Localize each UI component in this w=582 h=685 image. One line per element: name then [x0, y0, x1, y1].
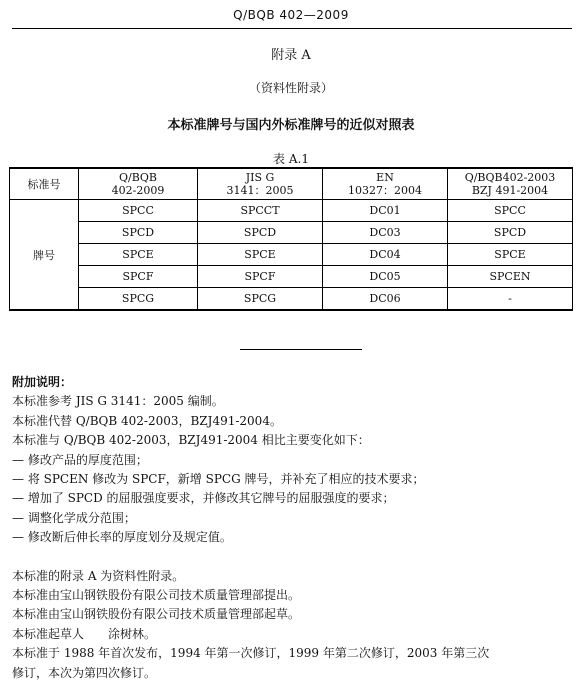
- header-line2: 402-2009: [111, 184, 165, 197]
- standard-code: Q/BQB 402—2009: [233, 8, 349, 22]
- table-cell: DC03: [323, 222, 448, 244]
- table-cell: -: [448, 288, 573, 311]
- header-line2: 3141：2005: [226, 184, 294, 197]
- header-rule: [12, 28, 572, 29]
- note-line: 修订，本次为第四次修订。: [12, 665, 157, 680]
- note-line: 本标准代替 Q/BQB 402-2003，BZJ491-2004。: [12, 413, 282, 428]
- table-cell: SPCF: [79, 266, 198, 288]
- table-cell: SPCD: [79, 222, 198, 244]
- table-cell: SPCC: [448, 200, 573, 222]
- section-divider: [240, 349, 362, 350]
- header-cell-qbqb-2009: [79, 168, 198, 200]
- table-cell: SPCEN: [448, 266, 573, 288]
- table-cell: SPCC: [79, 200, 198, 222]
- table-cell: DC06: [323, 288, 448, 311]
- header-label: 标准号: [27, 177, 61, 191]
- table-cell: SPCG: [79, 288, 198, 311]
- table-cell: DC01: [323, 200, 448, 222]
- table-cell: SPCE: [448, 244, 573, 266]
- notes-heading: 附加说明：: [12, 375, 73, 389]
- table-cell: SPCCT: [198, 200, 323, 222]
- table-cell: DC04: [323, 244, 448, 266]
- note-line: — 将 SPCEN 修改为 SPCF，新增 SPCG 牌号，并补充了相应的技术要求；: [12, 472, 425, 487]
- note-line: 本标准由宝山钢铁股份有限公司技术质量管理部提出。: [12, 588, 301, 603]
- header-cell-en: [323, 168, 448, 200]
- note-line: — 修改断后伸长率的厚度划分及规定值。: [12, 530, 232, 545]
- document-title: 本标准牌号与国内外标准牌号的近似对照表: [167, 118, 415, 133]
- table-header-row: [10, 168, 573, 200]
- additional-notes: [12, 373, 574, 683]
- table-cell: SPCD: [448, 222, 573, 244]
- table-row: [10, 222, 573, 244]
- row-label: 牌号: [33, 248, 55, 262]
- note-line: 本标准参考 JIS G 3141：2005 编制。: [12, 394, 224, 409]
- appendix-type: （资料性附录）: [248, 81, 333, 95]
- table-row: [10, 200, 573, 222]
- note-line: — 增加了 SPCD 的屈服强度要求，并修改其它牌号的屈服强度的要求；: [12, 491, 395, 506]
- grade-comparison-table: [9, 167, 573, 311]
- table-cell: SPCD: [198, 222, 323, 244]
- appendix-title: 附录 A: [271, 48, 311, 63]
- table-cell: SPCF: [198, 266, 323, 288]
- table-cell: DC05: [323, 266, 448, 288]
- note-line: 本标准起草人 涂树林。: [12, 626, 157, 641]
- paragraph-gap: [12, 548, 574, 567]
- note-line: 本标准与 Q/BQB 402-2003，BZJ491-2004 相比主要变化如下：: [12, 433, 370, 448]
- table-row: [10, 288, 573, 311]
- header-line1: Q/BQB: [119, 171, 157, 184]
- note-line: — 修改产品的厚度范围；: [12, 452, 148, 467]
- header-cell-jis: [198, 168, 323, 200]
- row-label-cell: [10, 200, 79, 311]
- table-cell: SPCE: [79, 244, 198, 266]
- note-line: 本标准的附录 A 为资料性附录。: [12, 568, 185, 583]
- table-row: [10, 244, 573, 266]
- header-line2: BZJ 491-2004: [471, 184, 549, 197]
- note-line: 本标准于 1988 年首次发布，1994 年第一次修订，1999 年第二次修订，2003 年第三次: [12, 646, 490, 661]
- header-cell-qbqb-2003: [448, 168, 573, 200]
- table-cell: SPCE: [198, 244, 323, 266]
- header-cell-standard: [10, 168, 79, 200]
- table-cell: SPCG: [198, 288, 323, 311]
- header-line2: 10327：2004: [348, 184, 422, 197]
- note-line: — 调整化学成分范围；: [12, 510, 136, 525]
- header-line1: Q/BQB402-2003: [464, 171, 556, 184]
- note-line: 本标准由宝山钢铁股份有限公司技术质量管理部起草。: [12, 607, 301, 622]
- table-row: [10, 266, 573, 288]
- header-line1: JIS G: [245, 171, 275, 184]
- header-line1: EN: [376, 171, 394, 184]
- table-caption: 表 A.1: [273, 152, 309, 166]
